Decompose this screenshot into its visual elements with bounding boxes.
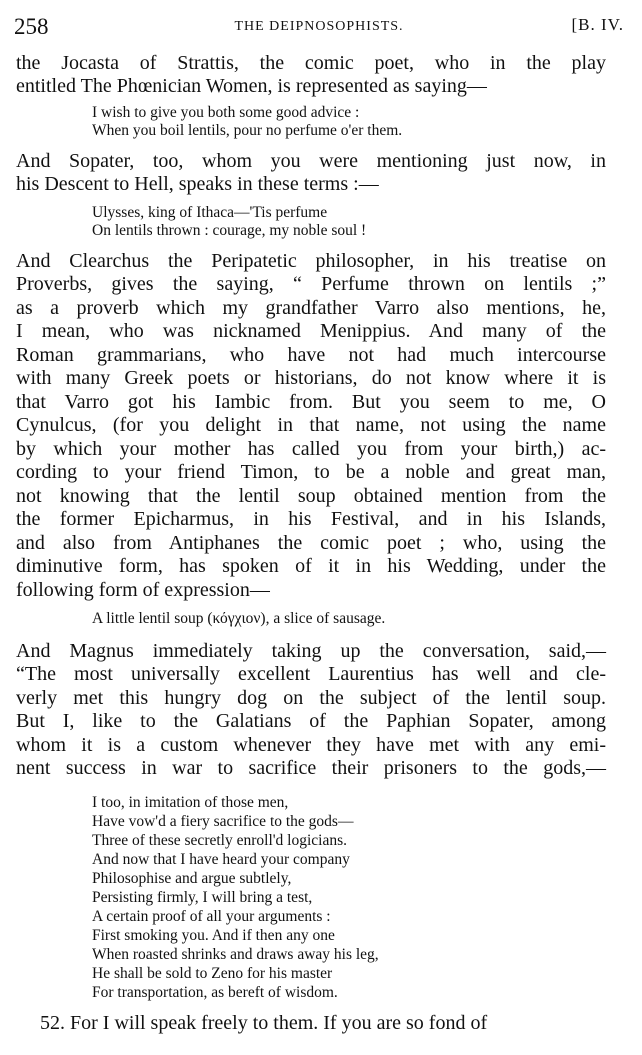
page-number: 258 [14,14,49,39]
text-line: I mean, who was nicknamed Menippius. And many of the [16,320,606,342]
text-line: diminutive form, has spoken of it in his Wedding, under the [16,555,606,577]
verse-line: A little lentil soup (κόγχιον), a slice of sausage. [92,610,386,627]
verse-line: Have vow'd a fiery sacrifice to the gods— [92,813,354,830]
text-line: with many Greek poets or historians, do not know where it is [16,367,606,389]
verse-line: First smoking you. And if then any one [92,927,335,944]
text-line: And Clearchus the Peripatetic philosopher, in his treatise on [16,250,606,272]
text-line: entitled The Phœnician Women, is represented as saying— [16,75,487,97]
verse-line: Three of these secretly enroll'd logicians. [92,832,348,849]
text-line: that Varro got his Iambic from. But you seem to me, O [16,391,606,413]
section-marker: [B. IV. [571,15,624,34]
verse-line: I too, in imitation of those men, [92,794,289,811]
text-line: not knowing that the lentil soup obtained mention from the [16,485,606,507]
verse-line: When roasted shrinks and draws away his leg, [92,946,379,963]
verse-line: A certain proof of all your arguments : [92,908,331,925]
text-line: Cynulcus, (for you delight in that name, not using the name [16,414,606,436]
text-line: verly met this hungry dog on the subject of the lentil soup. [16,687,606,709]
text-line: “The most universally excellent Laurentius has well and cle- [16,663,606,685]
text-line: as a proverb which my grandfather Varro also mentions, he, [16,297,606,319]
text-line: 52. For I will speak freely to them. If you are so fond of [40,1012,488,1034]
verse-line: He shall be sold to Zeno for his master [92,965,333,982]
verse-line: I wish to give you both some good advice : [92,104,360,121]
verse-line: Persisting firmly, I will bring a test, [92,889,313,906]
text-line: Proverbs, gives the saying, “ Perfume thrown on lentils ;” [16,273,606,295]
text-line: cording to your friend Timon, to be a noble and great man, [16,461,606,483]
text-line: And Magnus immediately taking up the conversation, said,— [16,640,606,662]
verse-line: On lentils thrown : courage, my noble soul ! [92,222,367,239]
text-line: And Sopater, too, whom you were mentioning just now, in [16,150,606,172]
verse-line: Ulysses, king of Ithaca—'Tis perfume [92,204,328,221]
text-line: But I, like to the Galatians of the Paphian Sopater, among [16,710,606,732]
verse-line: And now that I have heard your company [92,851,350,868]
text-line: nent success in war to sacrifice their prisoners to the gods,— [16,757,606,779]
verse-line: Philosophise and argue subtlely, [92,870,292,887]
text-line: and also from Antiphanes the comic poet ; who, using the [16,532,606,554]
verse-line: For transportation, as bereft of wisdom. [92,984,338,1001]
text-line: following form of expression— [16,579,270,601]
text-line: Roman grammarians, who have not had much intercourse [16,344,606,366]
verse-line: When you boil lentils, pour no perfume o'er them. [92,122,403,139]
text-line: the former Epicharmus, in his Festival, and in his Islands, [16,508,606,530]
text-line: the Jocasta of Strattis, the comic poet, who in the play [16,52,606,74]
text-line: by which your mother has called you from your birth,) ac- [16,438,606,460]
page-header [14,14,624,42]
text-line: whom it is a custom whenever they have met with any emi- [16,734,606,756]
running-title: THE DEIPNOSOPHISTS. [234,19,404,34]
text-line: his Descent to Hell, speaks in these terms :— [16,173,379,195]
